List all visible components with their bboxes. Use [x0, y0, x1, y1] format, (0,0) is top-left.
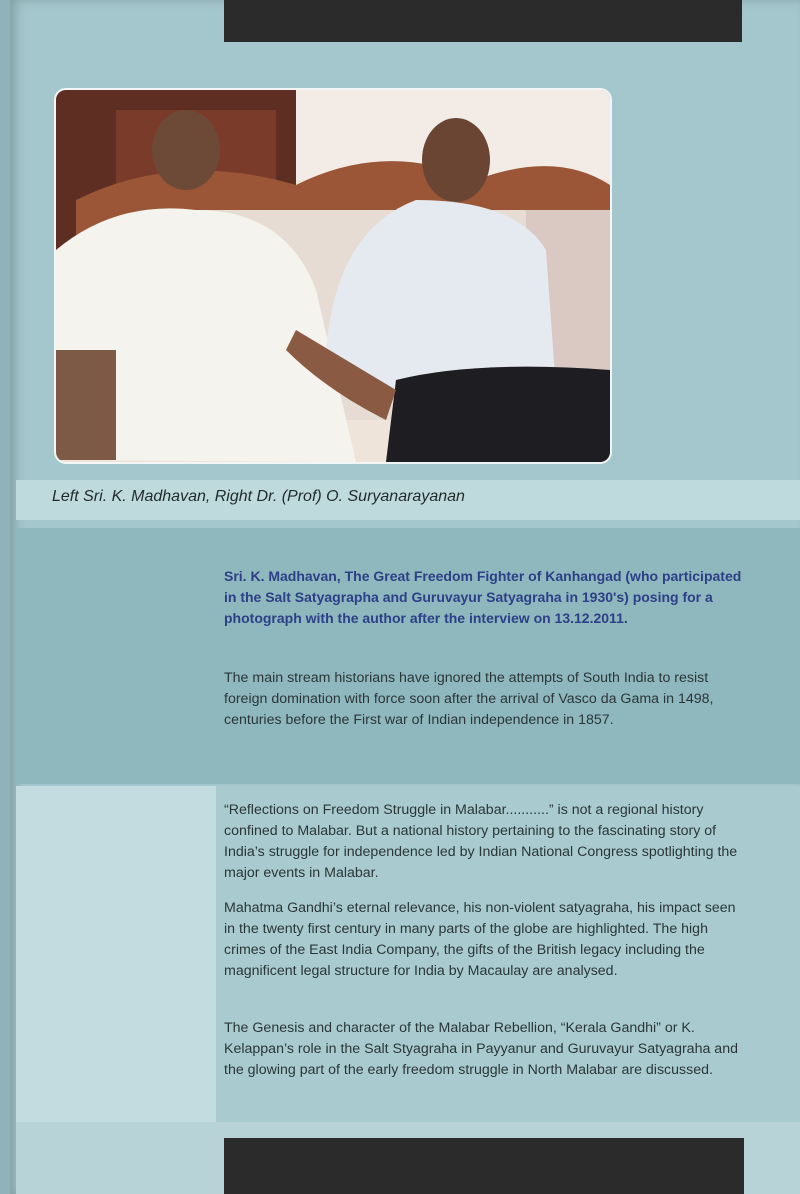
paragraph-reflections: “Reflections on Freedom Struggle in Malabar...........” is not a regional history confined to Malabar. But a national history pertaining to the fascinating story of India’s struggle for independence led by Indian National Congress spotlighting the major events in Malabar. — [224, 802, 738, 881]
top-dark-bar — [224, 0, 742, 42]
author-photo — [54, 88, 612, 464]
photo-caption: Left Sri. K. Madhavan, Right Dr. (Prof) O. Suryanarayanan — [52, 488, 465, 505]
bottom-dark-bar — [224, 1138, 744, 1194]
paragraph-gandhi: Mahatma Gandhi’s eternal relevance, his non-violent satyagraha, his impact seen in the twenty first century in many parts of the globe are highlighted. The high crimes of the East India Company, the gifts of the British legacy including the magnificent legal structure for India by Macaulay are analysed. — [224, 900, 736, 979]
paragraph-historians: The main stream historians have ignored the attempts of South India to resist foreign domination with force soon after the arrival of Vasco da Gama in 1498, centuries before the First war of Indian independence in 1857. — [224, 670, 714, 728]
paragraph-malabar-rebellion: The Genesis and character of the Malabar Rebellion, “Kerala Gandhi” or K. Kelappan’s role in the Salt Styagraha in Payyanur and Guruvayur Satyagraha and the glowing part of the early freedom struggle in North Malabar are discussed. — [224, 1020, 738, 1078]
lead-paragraph: Sri. K. Madhavan, The Great Freedom Fighter of Kanhangad (who participated in the Salt Satyagrapha and Guruvayur Satyagraha in 1930's) posing for a photograph with the author after the interview on 13.12.2011. — [224, 568, 742, 626]
left-light-panel — [16, 786, 216, 1122]
